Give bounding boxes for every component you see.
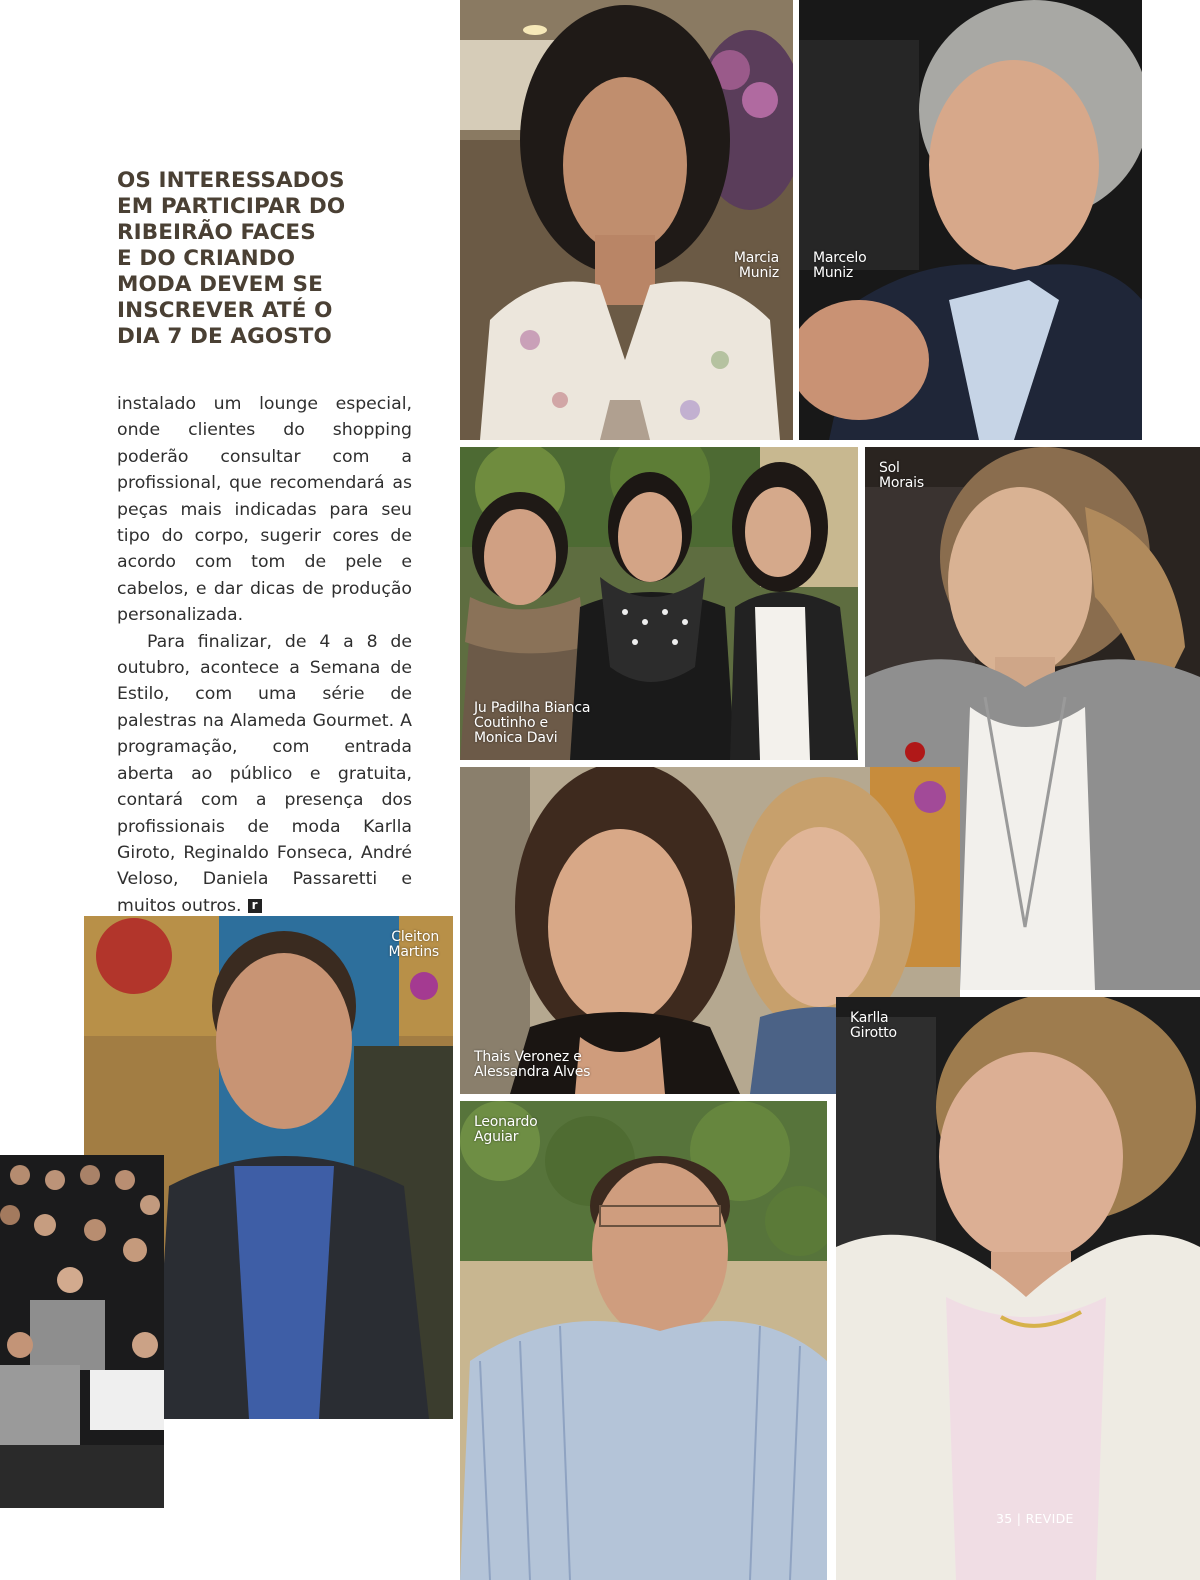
photo-marcelo-muniz [799, 0, 1142, 440]
photo-leonardo-aguiar [460, 1101, 827, 1580]
caption-thais-alessandra: Thais Veronez e Alessandra Alves [474, 1049, 591, 1080]
caption-marcia-muniz: Marcia Muniz [733, 250, 779, 281]
photo-karlla-girotto [836, 997, 1200, 1580]
body-paragraph-2-text: Para finalizar, de 4 a 8 de outubro, acontece a Semana de Estilo, com uma série de palestras na Alameda Gourmet. A programação, com entrada aberta ao público e gratuita, contará com a presença dos profissionais de moda Karlla Giroto, Reginaldo Fonseca, André Veloso, Daniela Passaretti e muitos outros. [117, 631, 412, 916]
page-folio: 35 | REVIDE [996, 1511, 1074, 1526]
body-paragraph-1: instalado um lounge especial, onde clientes do shopping poderão consultar com a profissional, que recomendará as peças mais indicadas para seu tipo do corpo, sugerir cores de acordo com tom de pele e cabelos, e dar dicas de produção personalizada. [117, 394, 412, 626]
body-paragraph-2 [117, 629, 412, 919]
end-mark-icon: r [248, 899, 262, 913]
article-body [117, 391, 412, 919]
caption-karlla-girotto: Karlla Girotto [850, 1010, 897, 1041]
caption-sol-morais: Sol Morais [879, 460, 924, 491]
photo-group-three-women [460, 447, 858, 760]
caption-marcelo-muniz: Marcelo Muniz [813, 250, 867, 281]
caption-group: Ju Padilha Bianca Coutinho e Monica Davi [474, 700, 591, 746]
headline: OS INTERESSADOS EM PARTICIPAR DO RIBEIRÃO FACES E DO CRIANDO MODA DEVEM SE INSCREVER ATÉ O DIA 7 DE AGOSTO [117, 168, 346, 349]
caption-cleiton-martins: Cleiton Martins [388, 929, 439, 960]
photo-audience [0, 1155, 164, 1508]
caption-leonardo-aguiar: Leonardo Aguiar [474, 1114, 538, 1145]
photo-marcia-muniz [460, 0, 793, 440]
